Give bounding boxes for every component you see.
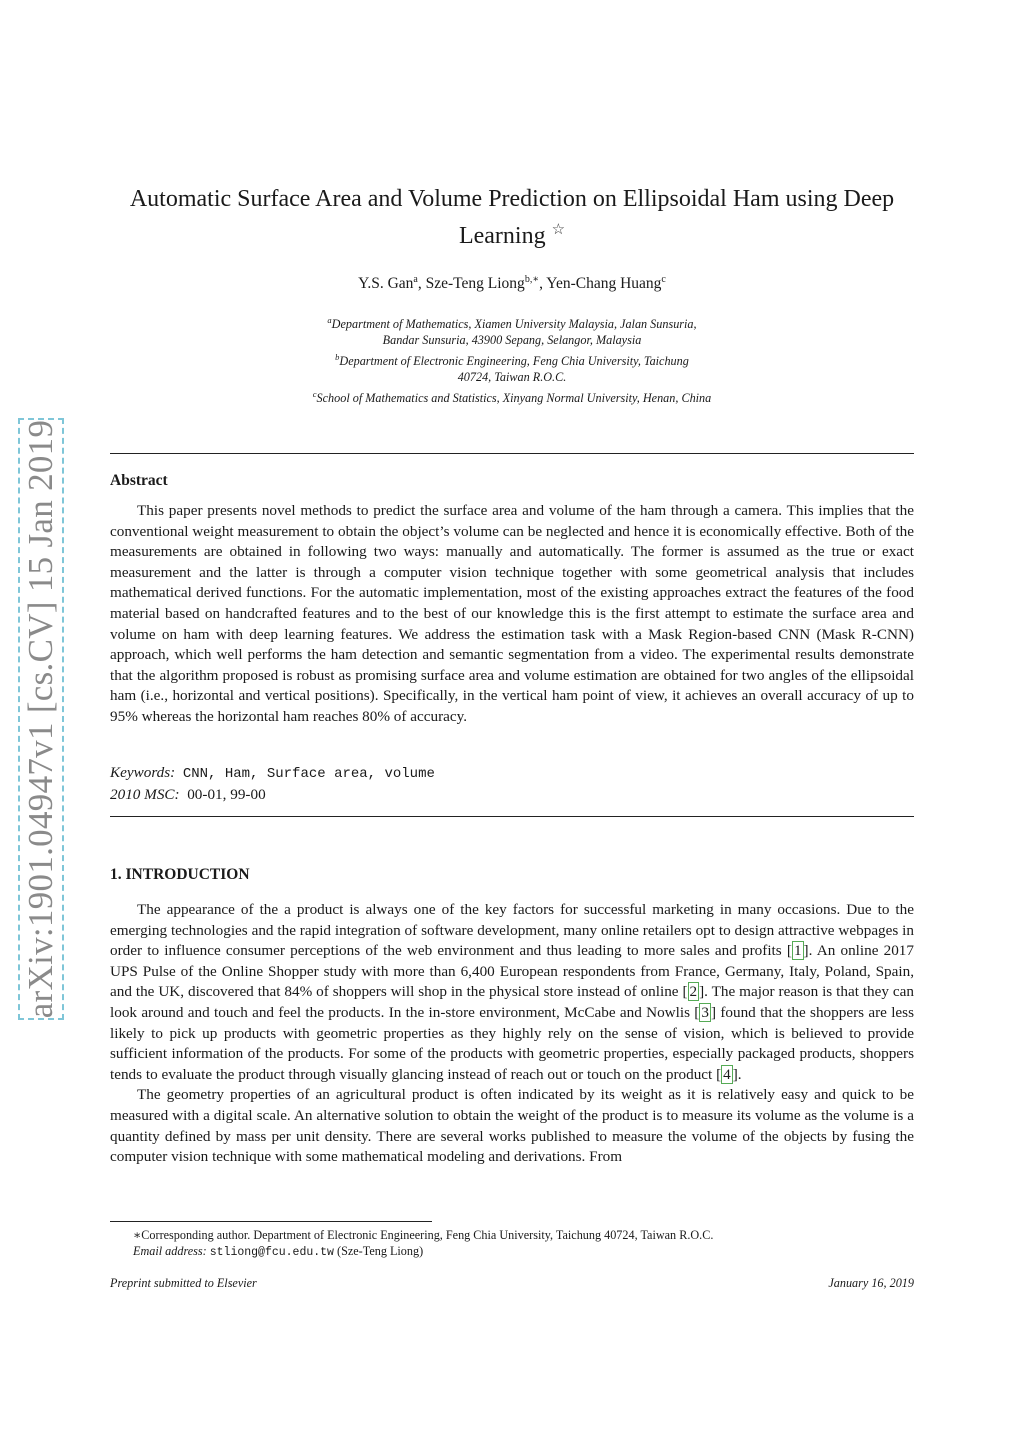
citation-link[interactable]: 2 (689, 983, 698, 1001)
email-link[interactable]: stliong@fcu.edu.tw (209, 1246, 334, 1260)
keywords-label: Keywords: (110, 764, 176, 781)
affil-sup: c (312, 388, 317, 399)
author-sup: a (413, 274, 418, 285)
abstract-heading: Abstract (110, 472, 168, 489)
citation-link[interactable]: 1 (793, 942, 802, 960)
footer-preprint: Preprint submitted to Elsevier (110, 1276, 257, 1290)
abstract-bottom-rule (110, 816, 914, 817)
introduction-text (110, 900, 914, 1168)
footer-date: January 16, 2019 (828, 1276, 914, 1290)
affil-sup: a (327, 315, 332, 325)
citation-link[interactable]: 3 (701, 1003, 709, 1021)
citation-link[interactable]: 4 (723, 1065, 731, 1083)
intro-paragraph-2: The geometry properties of an agricultural product is often indicated by its weight as it is relatively easy and quick to be measured with a digital scale. An alternative solution to obtain the weight of the product is to measure its volume as the volume is a quantity defined by mass per unit density. There are several works published to measure the volume of the objects by fusing the computer vision technique with some mathematical modeling and derivations. From (110, 1086, 914, 1166)
paper-title (110, 184, 914, 252)
affil-line: 40724, Taiwan R.O.C. (457, 370, 567, 385)
msc-label: 2010 MSC: (110, 785, 180, 803)
keywords: CNN, Ham, Surface area, volume (182, 766, 435, 782)
author-list (110, 274, 914, 293)
author-sup: b,∗ (524, 274, 540, 285)
affil-line: Department of Mathematics, Xiamen University Malaysia, Jalan Sunsuria, (331, 317, 697, 332)
affil-line: Bandar Sunsuria, 43900 Sepang, Selangor, Malaysia (382, 333, 642, 348)
text-run: The appearance of the a product is always one of the key factors for successful marketing in many occasions. Due to the emerging technologies and the rapid integration of software development, many online retailers opt to design attractive webpages in order to influence consumer perceptions of the web environment and thus leading to more sales and profits [ (110, 901, 914, 960)
affil-line: School of Mathematics and Statistics, Xinyang Normal University, Henan, China (316, 390, 712, 405)
footnote-corresponding: ∗Corresponding author. Department of Electronic Engineering, Feng Chia University, Taichung 40724, Taiwan R.O.C. (133, 1228, 714, 1242)
msc-codes: 00-01, 99-00 (187, 785, 266, 803)
abstract-top-rule (110, 453, 914, 454)
star-icon: ☆ (551, 222, 566, 238)
affil-sup: b (335, 351, 340, 362)
text-run: ]. (732, 1065, 742, 1083)
arxiv-id: arXiv:1901.04947v1 [cs.CV] 15 Jan 2019 (21, 419, 60, 1019)
author-sep: , (417, 275, 426, 293)
footnote (110, 1227, 914, 1262)
author-name: Y.S. Gan (358, 275, 414, 293)
affiliations (110, 312, 914, 406)
footnote-rule (110, 1221, 432, 1222)
affil-line: Department of Electronic Engineering, Feng Chia University, Taichung (339, 353, 689, 368)
arxiv-stamp (18, 418, 64, 1020)
author-sep: , (539, 275, 547, 293)
email-owner: (Sze-Teng Liong) (337, 1244, 424, 1259)
section-heading: 1. INTRODUCTION (110, 866, 250, 883)
text-run: ]. The major reason is that they can look around and touch and feel the products. In the in-store environment, McCabe and Nowlis [ (110, 983, 914, 1021)
title-line-2: Learning (458, 223, 546, 249)
intro-paragraph-1 (110, 900, 914, 1085)
abstract-text: This paper presents novel methods to predict the surface area and volume of the ham through a camera. This implies that the conventional weight measurement to obtain the object’s volume can be neglected and hence it is economically effective. Both of the measurements are obtained in following two ways: manually and automatically. The former is assumed as the true or exact measurement and the latter is through a computer vision technique together with some geometrical analysis that includes mathematical derived functions. For the automatic implementation, most of the existing approaches extract the features of the food material based on handcrafted features and to the best of our knowledge this is the first attempt to estimate the surface area and volume on ham with deep learning features. We address the estimation task with a Mask Region-based CNN (Mask R-CNN) approach, which well performs the ham detection and semantic segmentation from a video. The experimental results demonstrate that the algorithm proposed is robust as promising surface area and volume estimation are obtained for two angles of the ellipsoidal ham (i.e., horizontal and vertical positions). Specifically, in the vertical ham point of view, it achieves an overall accuracy of up to 95% whereas the horizontal ham reaches 80% of accuracy. (110, 502, 914, 725)
author-sup: c (661, 274, 666, 285)
email-label: Email address: (133, 1244, 207, 1259)
title-line-1: Automatic Surface Area and Volume Prediction on Ellipsoidal Ham using Deep (129, 186, 895, 212)
author-name: Yen-Chang Huang (546, 275, 662, 293)
text-run: ]. An online 2017 UPS Pulse of the Online Shopper study with more than 6,400 European respondents from France, Germany, Italy, Poland, Spain, and the UK, discovered that 84% of shoppers will shop in the physical store instead of online [ (110, 942, 914, 1001)
keywords-block (110, 763, 435, 805)
text-run: ] found that the shoppers are less likely to pick up products with geometric properties as they highly rely on the sense of vision, which is believed to provide sufficient information of the products. For some of the products with geometric properties, especially packaged products, shoppers tends to evaluate the product through visually glancing instead of reach out or touch on the product [ (110, 1003, 914, 1083)
author-name: Sze-Teng Liong (425, 275, 525, 293)
